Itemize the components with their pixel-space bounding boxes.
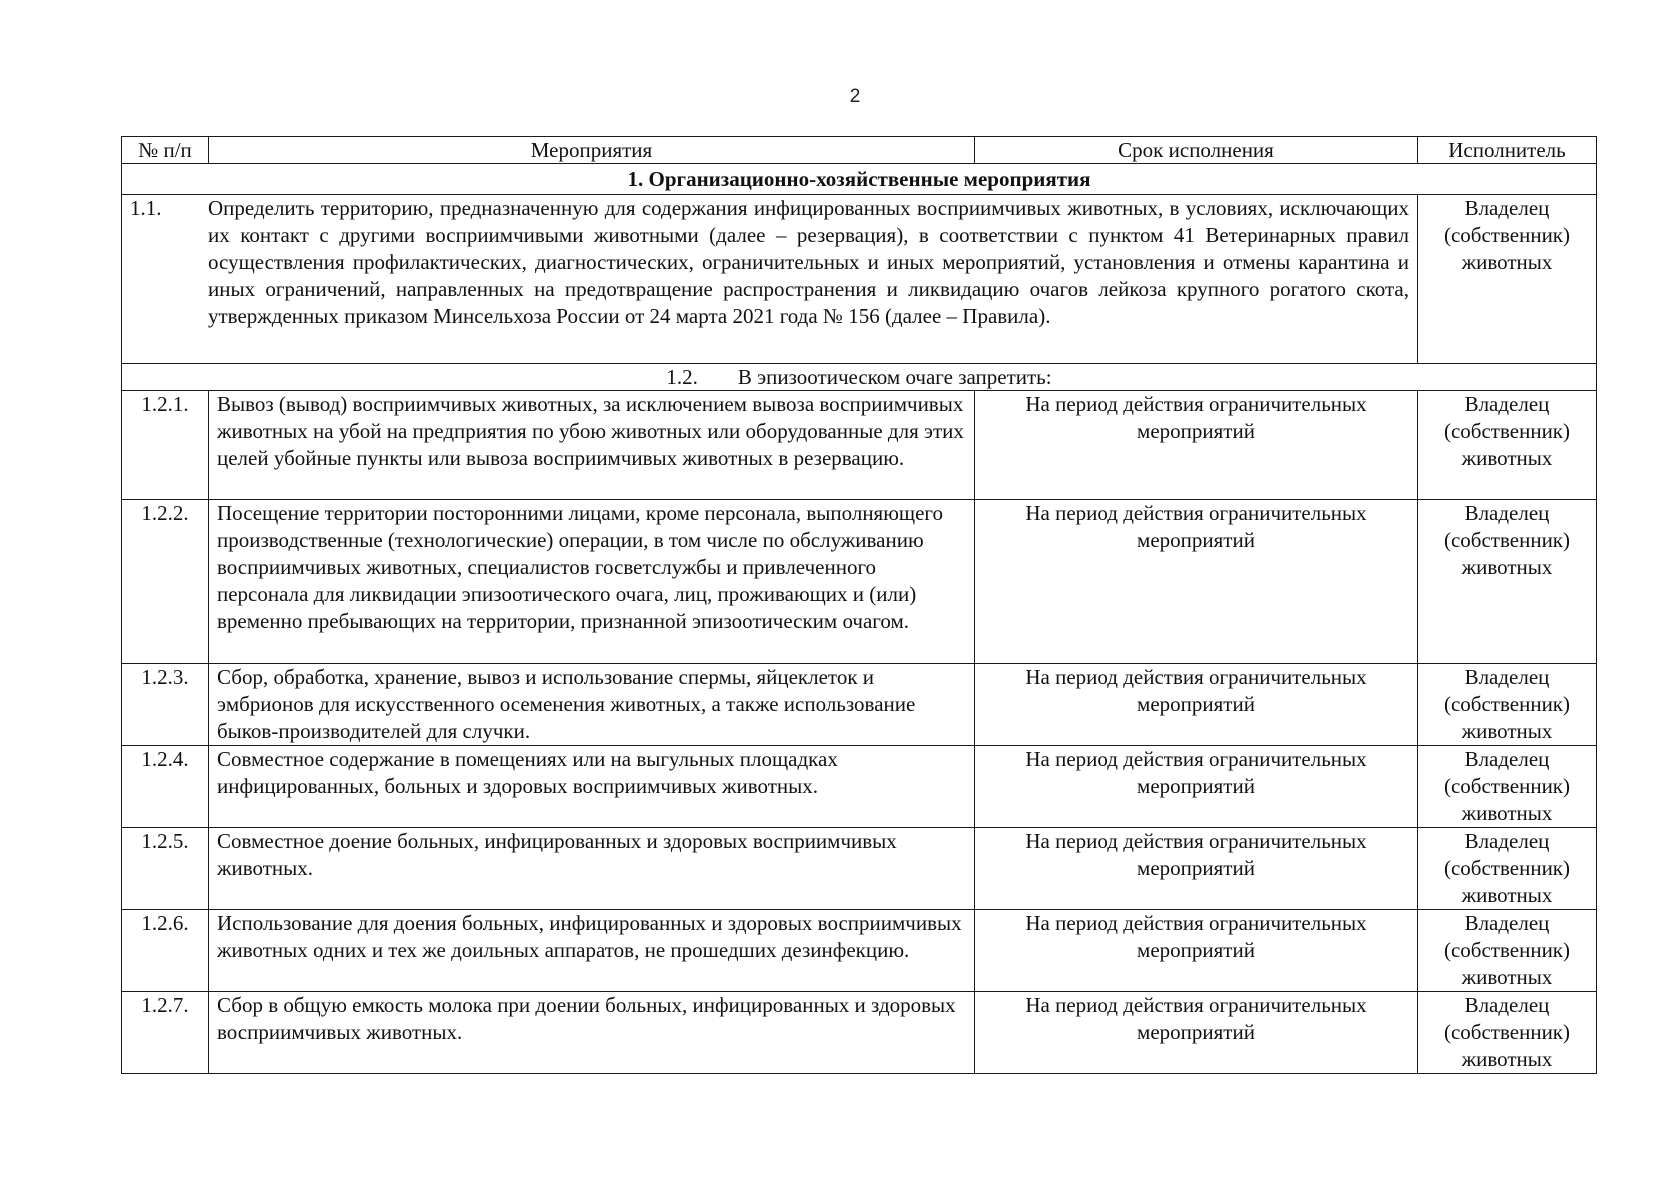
row-num: 1.2.2. <box>122 500 209 664</box>
row-num: 1.2.6. <box>122 910 209 992</box>
section-title: 1. Организационно-хозяйственные мероприятия <box>122 164 1597 195</box>
row-1-1-body <box>130 195 1409 330</box>
row-term: На период действия ограничительных мероприятий <box>975 992 1418 1074</box>
table-row <box>122 828 1597 910</box>
row-text: Совместное доение больных, инфицированных и здоровых восприимчивых животных. <box>209 828 975 910</box>
table-row <box>122 664 1597 746</box>
row-1-1-cell <box>122 195 1418 364</box>
section-row <box>122 164 1597 195</box>
measures-table <box>121 136 1597 1074</box>
table-row <box>122 500 1597 664</box>
subsection-cell <box>122 364 1597 391</box>
table-row-1-1 <box>122 195 1597 364</box>
row-executor: Владелец (собственник) животных <box>1418 910 1597 992</box>
row-num: 1.2.5. <box>122 828 209 910</box>
subsection-row <box>122 364 1597 391</box>
row-term: На период действия ограничительных мероприятий <box>975 500 1418 664</box>
row-term: На период действия ограничительных мероприятий <box>975 828 1418 910</box>
row-executor: Владелец (собственник) животных <box>1418 500 1597 664</box>
subsection-num: 1.2. <box>666 365 698 389</box>
table-row <box>122 746 1597 828</box>
header-action: Мероприятия <box>209 137 975 164</box>
row-executor: Владелец (собственник) животных <box>1418 828 1597 910</box>
row-1-1-executor: Владелец (собственник) животных <box>1418 195 1597 364</box>
subsection-text: В эпизоотическом очаге запретить: <box>737 365 1052 389</box>
row-text: Сбор в общую емкость молока при доении больных, инфицированных и здоровых восприимчивых животных. <box>209 992 975 1074</box>
row-1-1-num: 1.1. <box>130 196 162 220</box>
header-term: Срок исполнения <box>975 137 1418 164</box>
row-text: Посещение территории посторонними лицами, кроме персонала, выполняющего производственные (технологические) операции, в том числе по обслуживанию восприимчивых животных, специалистов госветслужбы и привлеченного персонала для ликвидации эпизоотического очага, лиц, проживающих и (или) временно пребывающих на территории, признанной эпизоотическим очагом. <box>209 500 975 664</box>
row-term: На период действия ограничительных мероприятий <box>975 910 1418 992</box>
header-executor: Исполнитель <box>1418 137 1597 164</box>
table-row <box>122 992 1597 1074</box>
row-text: Вывоз (вывод) восприимчивых животных, за исключением вывоза восприимчивых животных на убой на предприятия по убою животных или оборудованные для этих целей убойные пункты или вывоза восприимчивых животных в резервацию. <box>209 391 975 500</box>
row-text: Использование для доения больных, инфицированных и здоровых восприимчивых животных одних и тех же доильных аппаратов, не прошедших дезинфекцию. <box>209 910 975 992</box>
row-num: 1.2.4. <box>122 746 209 828</box>
table-header-row <box>122 137 1597 164</box>
row-term: На период действия ограничительных мероприятий <box>975 391 1418 500</box>
row-num: 1.2.1. <box>122 391 209 500</box>
row-num: 1.2.7. <box>122 992 209 1074</box>
row-executor: Владелец (собственник) животных <box>1418 391 1597 500</box>
row-executor: Владелец (собственник) животных <box>1418 664 1597 746</box>
row-text: Сбор, обработка, хранение, вывоз и использование спермы, яйцеклеток и эмбрионов для искусственного осеменения животных, а также использование быков-производителей для случки. <box>209 664 975 746</box>
page-number: 2 <box>849 86 861 107</box>
row-term: На период действия ограничительных мероприятий <box>975 664 1418 746</box>
row-text: Совместное содержание в помещениях или на выгульных площадках инфицированных, больных и здоровых восприимчивых животных. <box>209 746 975 828</box>
table-row <box>122 910 1597 992</box>
table-row <box>122 391 1597 500</box>
row-executor: Владелец (собственник) животных <box>1418 746 1597 828</box>
row-executor: Владелец (собственник) животных <box>1418 992 1597 1074</box>
row-1-1-text: Определить территорию, предназначенную для содержания инфицированных восприимчивых животных, в условиях, исключающих их контакт с другими восприимчивыми животными (далее – резервация), в соответствии с пунктом 41 Ветеринарных правил осуществления профилактических, диагностических, ограничительных и иных мероприятий, установления и отмены карантина и иных ограничений, направленных на предотвращение распространения и ликвидацию очагов лейкоза крупного рогатого скота, утвержденных приказом Минсельхоза России от 24 марта 2021 года № 156 (далее – Правила). <box>208 196 1409 328</box>
header-num: № п/п <box>122 137 209 164</box>
row-num: 1.2.3. <box>122 664 209 746</box>
row-term: На период действия ограничительных мероприятий <box>975 746 1418 828</box>
